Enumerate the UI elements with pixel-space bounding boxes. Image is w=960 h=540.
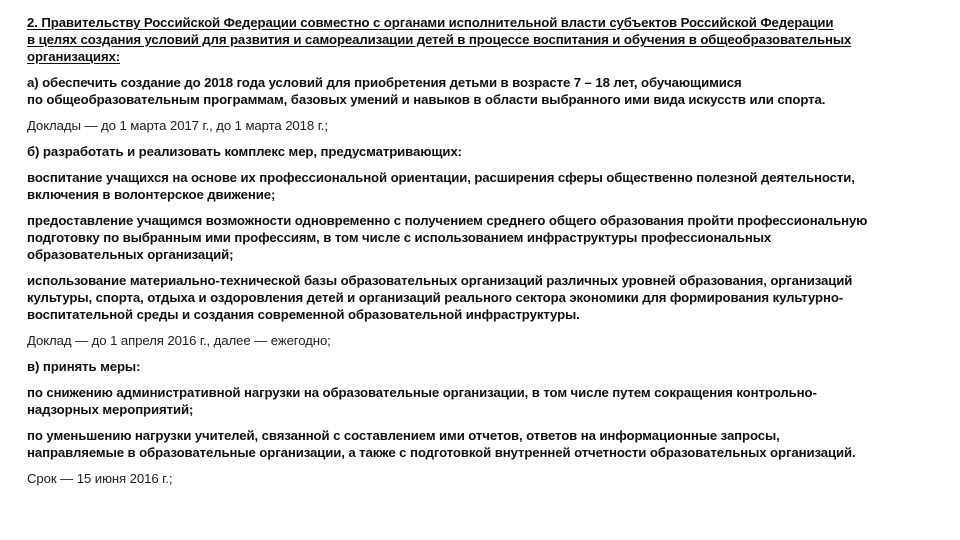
deadline-c: Срок — 15 июня 2016 г.;: [27, 471, 173, 486]
deadline-a: Доклады — до 1 марта 2017 г., до 1 марта 2018 г.;: [27, 118, 328, 133]
item-a: а) обеспечить создание до 2018 года условий для приобретения детьми в возрасте 7 – 18 лет, обучающимися по общеобразовательным программам, базовых умений и навыков в области выбранного ими вида искусств или спорта.: [27, 75, 826, 107]
item-c-2: по уменьшению нагрузки учителей, связанной с составлением ими отчетов, ответов на информационные запросы, направляемые в образовательные организации, а также с подготовкой внутренней отчетности образовательных организаций.: [27, 428, 856, 460]
item-c: в) принять меры:: [27, 359, 141, 374]
item-b-1: воспитание учащихся на основе их профессиональной ориентации, расширения сферы общественно полезной деятельности, включения в волонтерское движение;: [27, 170, 855, 202]
item-b: б) разработать и реализовать комплекс мер, предусматривающих:: [27, 144, 462, 159]
deadline-b: Доклад — до 1 апреля 2016 г., далее — ежегодно;: [27, 333, 331, 348]
item-b-2: предоставление учащимся возможности одновременно с получением среднего общего образования пройти профессиональную подготовку по выбранным ими профессиям, в том числе с использованием инфраструктуры профессиональных образовательных организаций;: [27, 213, 868, 262]
document-heading: 2. Правительству Российской Федерации совместно с органами исполнительной власти субъектов Российской Федерации в целях создания условий для развития и самореализации детей в процессе воспитания и обучения в общеобразовательных организациях:: [27, 15, 852, 64]
item-c-1: по снижению административной нагрузки на образовательные организации, в том числе путем сокращения контрольно- надзорных мероприятий;: [27, 385, 817, 417]
item-b-3: использование материально-технической базы образовательных организаций различных уровней образования, организаций культуры, спорта, отдыха и оздоровления детей и организаций реального сектора экономики для формирования культурно- воспитательной среды и создания современной образовательной инфраструктуры.: [27, 273, 853, 322]
document-page: [27, 14, 939, 496]
